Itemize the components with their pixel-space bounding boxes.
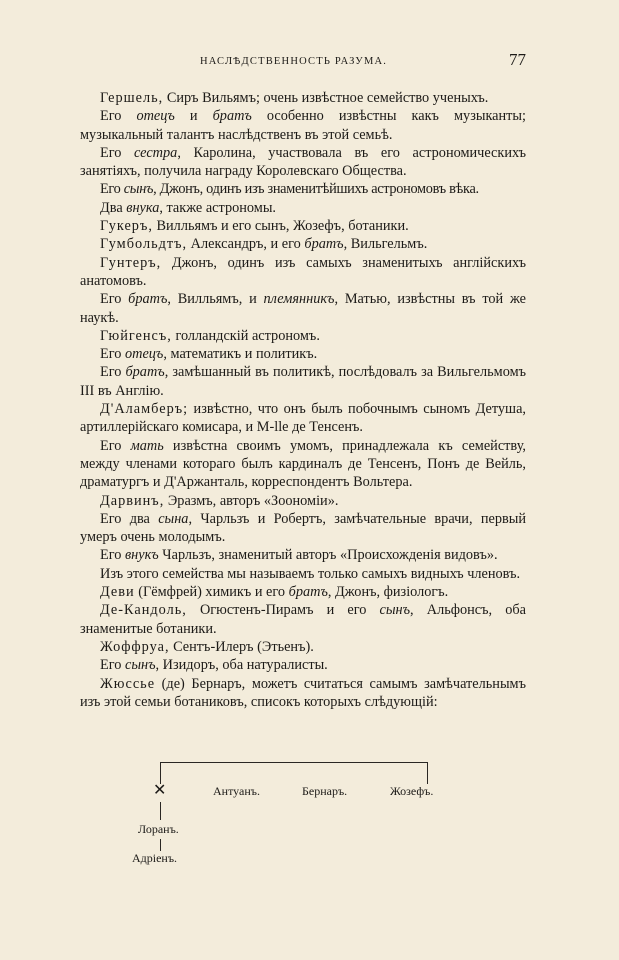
relation: братъ bbox=[125, 364, 165, 381]
text: , Каролина, участвовала въ его астрономическихъ занятiяхъ, получила награду Королевскаго Общества. bbox=[80, 144, 526, 180]
paragraph bbox=[80, 254, 526, 291]
paragraph bbox=[80, 546, 526, 564]
paragraph bbox=[80, 89, 526, 107]
paragraph bbox=[80, 656, 526, 674]
surname: Деви bbox=[100, 584, 135, 601]
running-title: НАСЛѢДСТВЕННОСТЬ РАЗУМА. bbox=[200, 56, 388, 67]
family-tree bbox=[120, 760, 460, 880]
text: (Гёмфрей) химикъ и его bbox=[134, 584, 289, 601]
text: извѣстно, что онъ былъ побочнымъ сыномъ Детуша, артиллерiйскаго комисара, и M-lle де Тенсенъ. bbox=[80, 401, 526, 436]
text: Его bbox=[100, 144, 135, 161]
tree-connector bbox=[160, 839, 161, 851]
text: Огюстенъ-Пирамъ и его bbox=[186, 602, 380, 619]
paragraph bbox=[80, 235, 526, 253]
text: Его два bbox=[100, 510, 159, 527]
relation: сынъ bbox=[379, 602, 411, 619]
tree-connector bbox=[160, 762, 161, 784]
paragraph bbox=[80, 199, 526, 217]
text: извѣстна своимъ умомъ, принадлежала къ семейству, между членами котораго былъ кардиналъ де Тенсенъ, Понъ де Вейль, драматургъ и Д'Аржанталь, корреспондентъ Вольтера. bbox=[80, 437, 526, 491]
paragraph bbox=[80, 565, 526, 583]
paragraph bbox=[80, 638, 526, 656]
text: , Альфонсъ, оба знаменитые ботаники. bbox=[80, 602, 526, 637]
surname: Гукеръ, bbox=[100, 218, 153, 235]
text: , Вилльямъ, и bbox=[167, 291, 264, 308]
text: Джонъ, одинъ изъ самыхъ знаменитыхъ англiйскихъ анатомовъ. bbox=[80, 254, 526, 289]
text: Его bbox=[100, 657, 125, 674]
relation: внука bbox=[126, 199, 160, 216]
text: (де) Бернаръ, можетъ считаться самымъ замѣчательнымъ изъ этой семьи ботаниковъ, списокъ которыхъ слѣдующiй: bbox=[80, 675, 526, 710]
text: , также астрономы. bbox=[159, 199, 276, 216]
paragraph bbox=[80, 583, 526, 601]
text: , Изидоръ, оба натуралисты. bbox=[155, 657, 328, 674]
tree-name-laurent: Лоранъ. bbox=[138, 822, 179, 836]
text: Изъ этого семейства мы называемъ только самыхъ видныхъ членовъ. bbox=[100, 565, 521, 582]
text: , замѣшанный въ политикѣ, послѣдовалъ за Вильгельмомъ III въ Англiю. bbox=[80, 364, 527, 399]
text: Эразмъ, авторъ «Зоономiи». bbox=[164, 492, 339, 509]
relation: братъ bbox=[304, 236, 344, 253]
text: Его bbox=[100, 291, 129, 308]
text: , Чарльзъ и Робертъ, замѣчательные врачи, первый умеръ очень молодымъ. bbox=[80, 510, 526, 546]
text: Александръ, и его bbox=[187, 236, 305, 253]
surname: Дарвинъ, bbox=[100, 492, 165, 509]
tree-name-bernard: Бернаръ. bbox=[302, 784, 348, 798]
text: и bbox=[174, 108, 213, 125]
text: , Джонъ, одинъ изъ знаменитѣйшихъ астрономовъ вѣка. bbox=[153, 181, 479, 198]
text: Его bbox=[100, 181, 124, 198]
surname: Гюйгенсъ, bbox=[100, 327, 172, 344]
relation: сынъ bbox=[124, 657, 156, 674]
text: Его bbox=[100, 108, 137, 125]
text: , Матью, извѣстны въ той же наукѣ. bbox=[80, 291, 526, 326]
text: , математикъ и политикъ. bbox=[163, 346, 318, 363]
text: , Вильгельмъ. bbox=[343, 236, 428, 253]
text: Его bbox=[100, 437, 131, 454]
paragraph bbox=[80, 363, 526, 400]
tree-name-joseph: Жозефъ. bbox=[390, 784, 434, 798]
paragraph bbox=[80, 290, 526, 327]
paragraph bbox=[80, 492, 526, 510]
tree-name-antoine: Антуанъ. bbox=[213, 784, 260, 798]
text: Его bbox=[100, 364, 126, 381]
paragraph bbox=[80, 510, 526, 547]
paragraph bbox=[80, 327, 526, 345]
relation: братъ bbox=[212, 108, 252, 125]
relation: отецъ bbox=[136, 108, 175, 125]
tree-connector bbox=[160, 802, 161, 820]
relation: мать bbox=[130, 437, 164, 454]
page-body bbox=[80, 89, 526, 711]
text: особенно извѣстны какъ музыканты; музыкальный талантъ наслѣдственъ въ этой семьѣ. bbox=[80, 108, 526, 143]
text: Чарльзъ, знаменитый авторъ «Происхожденiя видовъ». bbox=[158, 547, 498, 564]
surname: Д'Аламберъ; bbox=[100, 401, 189, 418]
relation: внукъ bbox=[124, 547, 159, 564]
relation: сынъ bbox=[123, 181, 154, 198]
text: Сиръ Вильямъ; очень извѣстное семейство ученыхъ. bbox=[163, 90, 489, 106]
relation: сына bbox=[158, 510, 189, 527]
surname: Де-Кандоль, bbox=[100, 602, 187, 619]
surname: Гершель, bbox=[100, 90, 164, 106]
paragraph bbox=[80, 180, 526, 198]
page-number: 77 bbox=[509, 50, 526, 69]
text: Его bbox=[100, 346, 125, 363]
paragraph bbox=[80, 217, 526, 235]
tree-branch-line bbox=[160, 762, 428, 763]
tree-connector bbox=[427, 762, 428, 784]
cross-icon: ✕ bbox=[153, 782, 167, 799]
text: Вилльямъ и его сынъ, Жозефъ, ботаники. bbox=[152, 218, 409, 235]
surname: Гумбольдтъ, bbox=[100, 236, 188, 253]
text: Его bbox=[100, 547, 125, 564]
paragraph bbox=[80, 345, 526, 363]
relation: отецъ bbox=[124, 346, 164, 363]
paragraph bbox=[80, 107, 526, 144]
relation: сестра bbox=[134, 144, 178, 161]
surname: Жюссье bbox=[100, 675, 156, 692]
text: Два bbox=[100, 199, 127, 216]
text: , Джонъ, физiологъ. bbox=[327, 584, 449, 601]
paragraph bbox=[80, 400, 526, 437]
paragraph bbox=[80, 144, 526, 181]
relation: племянникъ bbox=[263, 291, 335, 308]
surname: Жоффруа, bbox=[100, 638, 170, 655]
paragraph bbox=[80, 601, 526, 638]
text: Сентъ-Илеръ (Этьенъ). bbox=[169, 638, 314, 655]
paragraph bbox=[80, 675, 526, 712]
tree-name-adrien: Адрiенъ. bbox=[132, 851, 178, 865]
surname: Гунтеръ, bbox=[100, 254, 162, 271]
relation: братъ bbox=[128, 291, 168, 308]
relation: братъ bbox=[288, 584, 328, 601]
page-header bbox=[80, 50, 530, 74]
paragraph bbox=[80, 437, 526, 492]
text: голландскiй астрономъ. bbox=[171, 327, 320, 344]
